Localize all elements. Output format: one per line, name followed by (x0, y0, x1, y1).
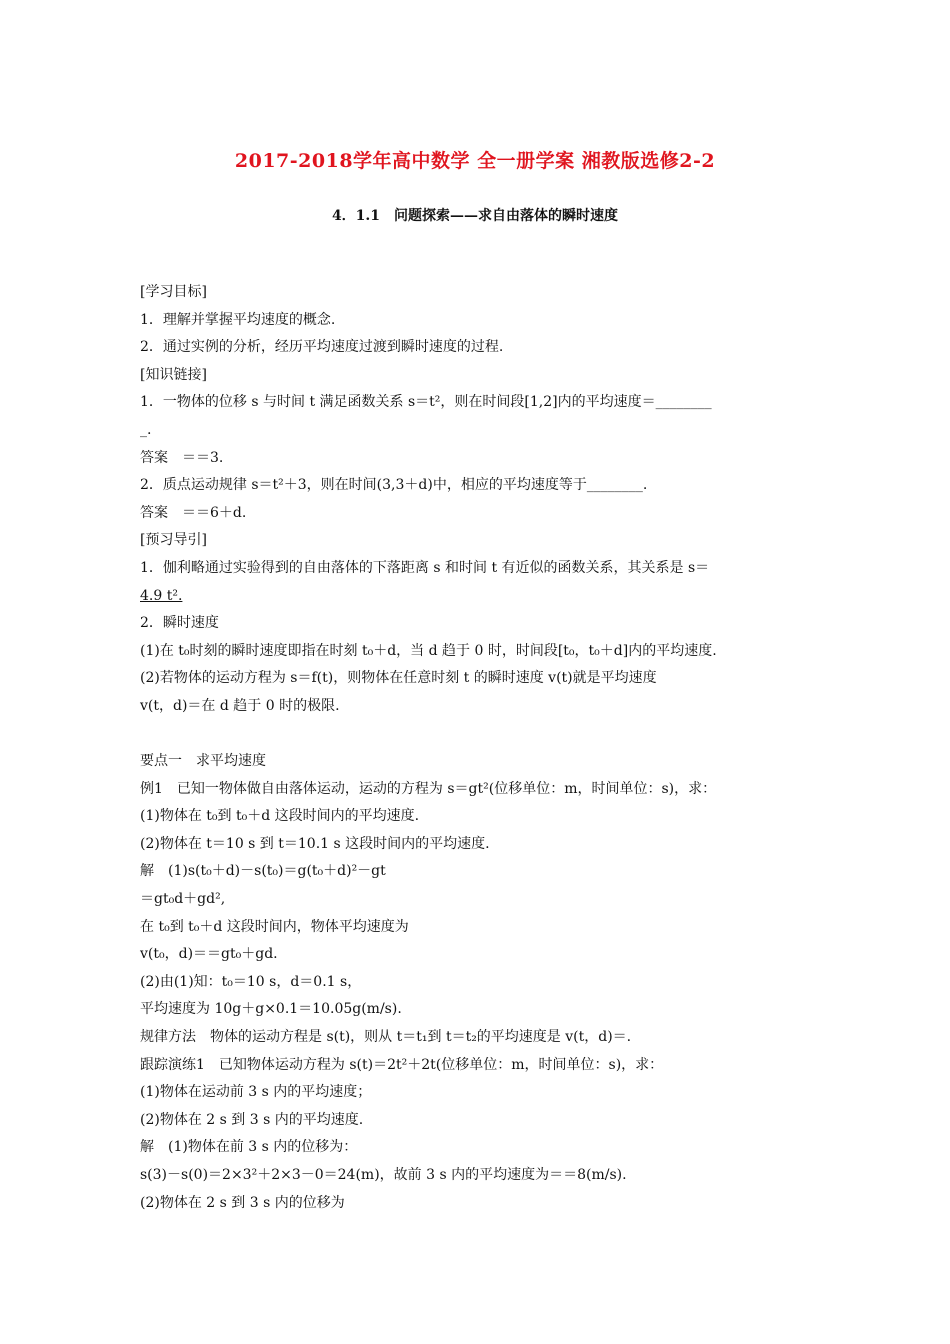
solution-line-5: (2)由(1)知：t₀＝10 s，d＝0.1 s， (140, 973, 362, 990)
practice-1: 跟踪演练1 已知物体运动方程为 s(t)＝2t²＋2t(位移单位：m，时间单位：s)，求： (140, 1056, 664, 1073)
question-1-continued: _. (140, 421, 152, 438)
answer-2: 答案 ＝＝6＋d. (140, 504, 247, 521)
practice-solution-line-2: s(3)－s(0)＝2×3²＋2×3－0＝24(m)，故前 3 s 内的平均速度为＝＝8(m/s). (140, 1167, 627, 1183)
practice-1-part-1: (1)物体在运动前 3 s 内的平均速度； (140, 1084, 372, 1101)
solution-line-1: 解 (1)s(t₀＋d)－s(t₀)＝g(t₀＋d)²－gt (140, 863, 386, 880)
practice-1-part-2: (2)物体在 2 s 到 3 s 内的平均速度. (140, 1111, 364, 1128)
solution-line-3: 在 t₀到 t₀＋d 这段时间内，物体平均速度为 (140, 918, 409, 935)
method-note: 规律方法 物体的运动方程是 s(t)，则从 t＝t₁到 t＝t₂的平均速度是 v(t，d)＝. (140, 1029, 632, 1046)
blank-line (140, 721, 820, 749)
goal-2: 2．通过实例的分析，经历平均速度过渡到瞬时速度的过程. (140, 339, 504, 356)
heading-knowledge-link: [知识链接] (140, 366, 207, 383)
heading-preview-guide: [预习导引] (140, 532, 207, 549)
solution-line-6: 平均速度为 10g＋g×0.1＝10.05g(m/s). (140, 1001, 402, 1018)
document-title: 2017-2018学年高中数学 全一册学案 湘教版选修2-2 (234, 150, 716, 172)
solution-line-4: v(t₀，d)＝＝gt₀＋gd. (140, 946, 278, 963)
preview-item-2-part-1: (1)在 t₀时刻的瞬时速度即指在时刻 t₀＋d，当 d 趋于 0 时，时间段[t₀，t₀＋d]内的平均速度. (140, 642, 717, 659)
example-1-part-2: (2)物体在 t＝10 s 到 t＝10.1 s 这段时间内的平均速度. (140, 835, 490, 852)
question-1: 1．一物体的位移 s 与时间 t 满足函数关系 s＝t²，则在时间段[1,2]内的平均速度＝________ (140, 394, 712, 411)
preview-item-2-part-2-continued: v(t，d)＝在 d 趋于 0 时的极限. (140, 697, 340, 714)
practice-solution-line-3: (2)物体在 2 s 到 3 s 内的位移为 (140, 1194, 345, 1211)
goal-1: 1．理解并掌握平均速度的概念. (140, 311, 336, 328)
preview-item-1: 1．伽利略通过实验得到的自由落体的下落距离 s 和时间 t 有近似的函数关系，其关系是 s＝ (140, 559, 710, 576)
preview-item-2: 2．瞬时速度 (140, 615, 219, 632)
example-1-part-1: (1)物体在 t₀到 t₀＋d 这段时间内的平均速度. (140, 808, 420, 825)
key-point-1-heading: 要点一 求平均速度 (140, 753, 266, 770)
section-subtitle: 4．1.1 问题探索——求自由落体的瞬时速度 (331, 208, 619, 224)
document-body (140, 279, 820, 1217)
question-2: 2．质点运动规律 s＝t²＋3，则在时间(3,3＋d)中，相应的平均速度等于________. (140, 477, 648, 494)
example-1: 例1 已知一物体做自由落体运动，运动的方程为 s＝gt²(位移单位：m，时间单位：s)，求： (140, 780, 717, 797)
practice-solution-line-1: 解 (1)物体在前 3 s 内的位移为： (140, 1139, 358, 1156)
answer-1: 答案 ＝＝3. (140, 449, 224, 466)
preview-item-1-formula: 4.9 t². (140, 587, 183, 604)
preview-item-2-part-2: (2)若物体的运动方程为 s＝f(t)，则物体在任意时刻 t 的瞬时速度 v(t)就是平均速度 (140, 670, 657, 687)
solution-line-2: ＝gt₀d＋gd², (140, 891, 226, 908)
heading-learning-goals: [学习目标] (140, 284, 207, 300)
